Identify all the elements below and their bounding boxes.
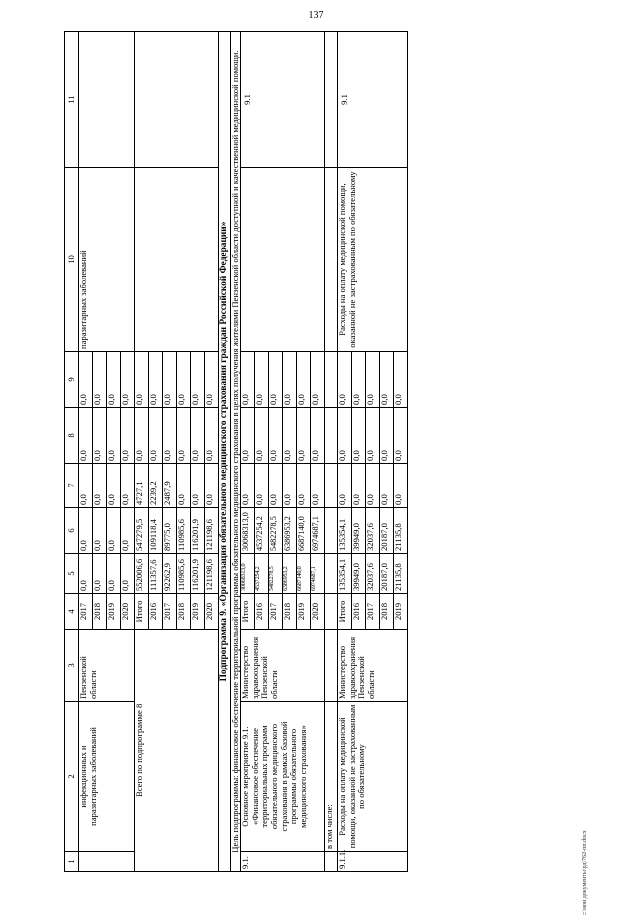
amount-c9: 0,0 <box>205 352 219 408</box>
indicator-ref <box>135 32 219 168</box>
amount-c9: 0,0 <box>255 352 269 408</box>
col-header: 5 <box>65 554 79 594</box>
amount-c5: 0,0 <box>121 554 135 594</box>
year-cell: 2018 <box>93 594 107 630</box>
amount-c7: 0,0 <box>311 464 325 508</box>
amount-c9: 0,0 <box>352 352 366 408</box>
amount-c5: 552006,6 <box>135 554 149 594</box>
indicator-ref <box>241 32 325 168</box>
amount-c7: 0,0 <box>241 464 255 508</box>
event-name <box>79 702 135 852</box>
amount-c9: 0,0 <box>135 352 149 408</box>
amount-c8: 0,0 <box>338 408 352 464</box>
amount-c5: 32037,6 <box>366 554 380 594</box>
amount-c5: 21135,8 <box>394 554 408 594</box>
year-cell: 2017 <box>269 594 283 630</box>
including-label: в том числе: <box>325 702 338 852</box>
amount-c8: 0,0 <box>352 408 366 464</box>
year-cell: Итого <box>135 594 149 630</box>
amount-c8: 0,0 <box>177 408 191 464</box>
empty-cell <box>325 508 338 554</box>
amount-c9: 0,0 <box>311 352 325 408</box>
amount-c7: 0,0 <box>394 464 408 508</box>
amount-c6: 0,0 <box>79 508 93 554</box>
amount-c5: 4537254,2 <box>255 554 269 594</box>
year-cell: 2018 <box>380 594 394 630</box>
empty-cell <box>325 32 338 168</box>
name-line: инфекционных и <box>78 745 88 808</box>
row-number: 9.1. <box>241 852 325 872</box>
amount-c8: 0,0 <box>191 408 205 464</box>
amount-c8: 0,0 <box>121 408 135 464</box>
amount-c6: 32037,6 <box>366 508 380 554</box>
amount-c6: 6386953,2 <box>283 508 297 554</box>
amount-c6: 20187,0 <box>380 508 394 554</box>
year-cell: Итого <box>338 594 352 630</box>
amount-c8: 0,0 <box>163 408 177 464</box>
amount-c6: 5482278,5 <box>269 508 283 554</box>
row-number <box>79 852 135 872</box>
amount-c7: 0,0 <box>366 464 380 508</box>
amount-c6: 547279,5 <box>135 508 149 554</box>
amount-c7: 0,0 <box>269 464 283 508</box>
goal-row <box>230 32 241 872</box>
empty-cell <box>325 464 338 508</box>
amount-c8: 0,0 <box>269 408 283 464</box>
year-cell: 2018 <box>177 594 191 630</box>
amount-c6: 89775,0 <box>163 508 177 554</box>
year-cell: 2019 <box>191 594 205 630</box>
row-number: 9.1.1. <box>338 852 408 872</box>
amount-c7: 0,0 <box>121 464 135 508</box>
indicator <box>135 168 219 352</box>
executor: Министерство здравоохранения Пензенской области <box>241 630 325 702</box>
amount-c6: 4537254,2 <box>255 508 269 554</box>
indicator <box>241 168 325 352</box>
empty-cell <box>325 352 338 408</box>
amount-c5: 6974687,1 <box>311 554 325 594</box>
empty-cell <box>325 594 338 630</box>
amount-c8: 0,0 <box>311 408 325 464</box>
amount-c9: 0,0 <box>121 352 135 408</box>
amount-c6: 110985,6 <box>177 508 191 554</box>
amount-c9: 0,0 <box>338 352 352 408</box>
amount-c6: 39949,0 <box>352 508 366 554</box>
amount-c5: 110985,6 <box>177 554 191 594</box>
amount-c6: 116201,9 <box>191 508 205 554</box>
year-cell: 2019 <box>107 594 121 630</box>
indicator: паразитарных заболеваний <box>79 168 135 352</box>
amount-c7: 0,0 <box>297 464 311 508</box>
year-cell: 2017 <box>366 594 380 630</box>
amount-c9: 0,0 <box>177 352 191 408</box>
table-row <box>338 32 352 872</box>
table-row <box>241 32 255 872</box>
subprogram-title: Подпрограмма 9. «Организация обязательного медицинского страхования граждан Российской Федерации» <box>219 32 231 872</box>
amount-c9: 0,0 <box>79 352 93 408</box>
amount-c5: 20187,0 <box>380 554 394 594</box>
amount-c8: 0,0 <box>79 408 93 464</box>
table-row <box>79 32 93 872</box>
col-header: 7 <box>65 464 79 508</box>
amount-c8: 0,0 <box>107 408 121 464</box>
executor: Пензенской области <box>79 630 135 702</box>
col-header: 10 <box>65 168 79 352</box>
year-cell: Итого <box>241 594 255 630</box>
amount-c6: 21135,8 <box>394 508 408 554</box>
amount-c7: 2487,9 <box>163 464 177 508</box>
ref-value: 9.1 <box>242 94 253 105</box>
amount-c7: 0,0 <box>107 464 121 508</box>
indicator: Расходы на оплату медицинской помощи, оказанной не застрахованным по обязательному <box>338 168 408 352</box>
empty-cell <box>325 168 338 352</box>
year-cell: 2019 <box>394 594 408 630</box>
including-row <box>325 32 338 872</box>
amount-c7: 0,0 <box>79 464 93 508</box>
amount-c6: 0,0 <box>93 508 107 554</box>
rotated-table-page <box>64 32 524 872</box>
amount-c7: 0,0 <box>191 464 205 508</box>
amount-c7: 0,0 <box>352 464 366 508</box>
amount-c8: 0,0 <box>380 408 394 464</box>
subprogram-row <box>219 32 231 872</box>
amount-c5: 0,0 <box>107 554 121 594</box>
amount-c5: 5482278,5 <box>269 554 283 594</box>
amount-c5: 0,0 <box>93 554 107 594</box>
amount-c6: 0,0 <box>121 508 135 554</box>
amount-c6: 6687140,0 <box>297 508 311 554</box>
table-row <box>135 32 149 872</box>
amount-c8: 0,0 <box>366 408 380 464</box>
col-header: 3 <box>65 630 79 702</box>
col-header: 4 <box>65 594 79 630</box>
col-header: 1 <box>65 852 79 872</box>
year-cell: 2017 <box>79 594 93 630</box>
ref-value: 9.1 <box>339 94 350 105</box>
amount-c5: 0,0 <box>79 554 93 594</box>
amount-c9: 0,0 <box>380 352 394 408</box>
amount-c5: 92262,9 <box>163 554 177 594</box>
amount-c9: 0,0 <box>366 352 380 408</box>
page-number: 137 <box>308 9 324 21</box>
amount-c5: 116201,9 <box>191 554 205 594</box>
footer-file-path: c:\мои документы\рд\762-пп.docx <box>582 829 588 915</box>
amount-c9: 0,0 <box>297 352 311 408</box>
amount-c8: 0,0 <box>149 408 163 464</box>
amount-c9: 0,0 <box>241 352 255 408</box>
col-header: 9 <box>65 352 79 408</box>
amount-c5: 30068313,0 <box>241 554 255 594</box>
amount-c8: 0,0 <box>297 408 311 464</box>
event-name: Расходы на оплату медицинской помощи, оказанной не застрахованным по обязательному <box>338 702 408 852</box>
event-name: Основное мероприятие 9.1. «Финансовое обеспечение территориальных программ обязательного медицинского страхования в рамках базовой программы обязательного медицинского страхования» <box>241 702 325 852</box>
amount-c8: 0,0 <box>93 408 107 464</box>
amount-c5: 6386953,2 <box>283 554 297 594</box>
amount-c6: 109118,4 <box>149 508 163 554</box>
amount-c7: 0,0 <box>93 464 107 508</box>
empty-cell <box>325 554 338 594</box>
amount-c9: 0,0 <box>191 352 205 408</box>
col-header: 2 <box>65 702 79 852</box>
amount-c8: 0,0 <box>283 408 297 464</box>
amount-c6: 135354,1 <box>338 508 352 554</box>
amount-c5: 39949,0 <box>352 554 366 594</box>
year-cell: 2018 <box>283 594 297 630</box>
amount-c7: 0,0 <box>177 464 191 508</box>
amount-c9: 0,0 <box>149 352 163 408</box>
amount-c7: 2239,2 <box>149 464 163 508</box>
amount-c9: 0,0 <box>394 352 408 408</box>
amount-c7: 0,0 <box>283 464 297 508</box>
amount-c8: 0,0 <box>205 408 219 464</box>
amount-c5: 6687140,0 <box>297 554 311 594</box>
year-cell: 2017 <box>163 594 177 630</box>
amount-c5: 135354,1 <box>338 554 352 594</box>
amount-c5: 111357,6 <box>149 554 163 594</box>
empty-cell <box>325 630 338 702</box>
year-cell: 2016 <box>352 594 366 630</box>
executor: Министерство здравоохранения Пензенской области <box>338 630 408 702</box>
amount-c7: 0,0 <box>255 464 269 508</box>
amount-c9: 0,0 <box>283 352 297 408</box>
col-header: 6 <box>65 508 79 554</box>
amount-c6: 121198,6 <box>205 508 219 554</box>
amount-c6: 6974687,1 <box>311 508 325 554</box>
indicator-ref <box>338 32 408 168</box>
header-row <box>65 32 79 872</box>
program-table <box>64 31 408 872</box>
subprogram-goal: Цель подпрограммы: финансовое обеспечение территориальной программы обязательного медицинского страхования в целях получения жителями Пензенской области доступной и качественной медицинской помощи. <box>230 32 241 872</box>
amount-c8: 0,0 <box>135 408 149 464</box>
year-cell: 2016 <box>255 594 269 630</box>
amount-c6: 0,0 <box>107 508 121 554</box>
year-cell: 2020 <box>205 594 219 630</box>
amount-c7: 0,0 <box>380 464 394 508</box>
amount-c8: 0,0 <box>255 408 269 464</box>
amount-c7: 0,0 <box>338 464 352 508</box>
name-line: паразитарных заболеваний <box>87 727 98 826</box>
empty-cell <box>325 408 338 464</box>
year-cell: 2019 <box>297 594 311 630</box>
amount-c6: 30068313,0 <box>241 508 255 554</box>
col-header: 8 <box>65 408 79 464</box>
row-number <box>325 852 338 872</box>
amount-c7: 0,0 <box>205 464 219 508</box>
amount-c5: 121198,6 <box>205 554 219 594</box>
amount-c8: 0,0 <box>394 408 408 464</box>
indicator-ref <box>79 32 135 168</box>
amount-c8: 0,0 <box>241 408 255 464</box>
year-cell: 2016 <box>149 594 163 630</box>
col-header: 11 <box>65 32 79 168</box>
year-cell: 2020 <box>311 594 325 630</box>
total-label: Всего по подпрограмме 8 <box>135 630 219 872</box>
amount-c9: 0,0 <box>269 352 283 408</box>
year-cell: 2020 <box>121 594 135 630</box>
amount-c9: 0,0 <box>93 352 107 408</box>
amount-c7: 4727,1 <box>135 464 149 508</box>
amount-c9: 0,0 <box>107 352 121 408</box>
amount-c9: 0,0 <box>163 352 177 408</box>
